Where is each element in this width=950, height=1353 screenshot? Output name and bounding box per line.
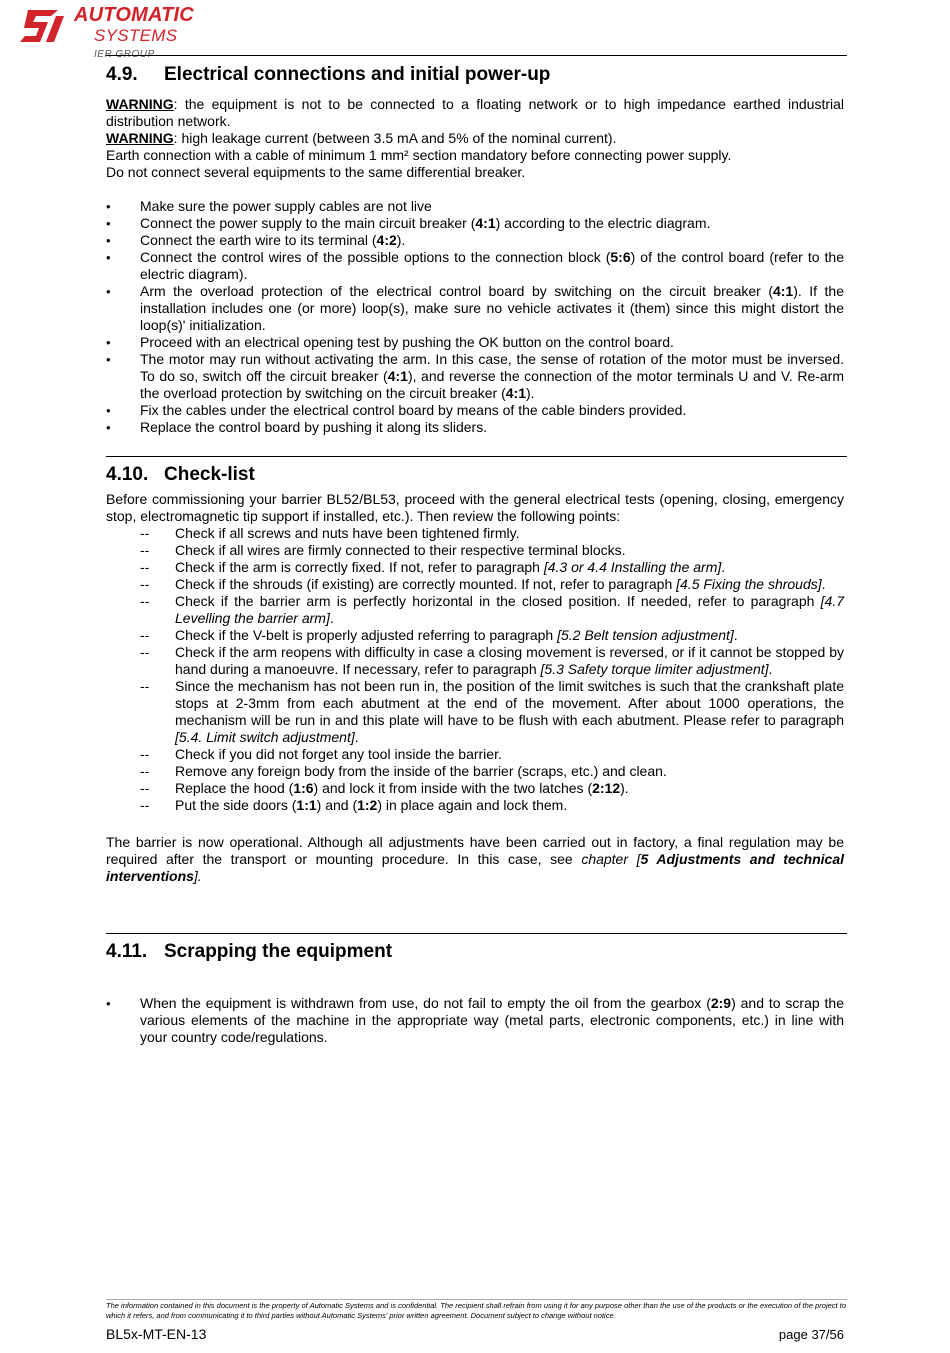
list-item: -- Check if you did not forget any tool inside the barrier. (106, 746, 844, 763)
power-up-steps (106, 198, 844, 436)
section-title: Check-list (164, 464, 255, 485)
list-item: • Replace the control board by pushing it along its sliders. (106, 419, 844, 436)
list-item: -- Replace the hood (1:6) and lock it from inside with the two latches (2:12). (106, 780, 844, 797)
list-item: -- Check if the barrier arm is perfectly horizontal in the closed position. If needed, refer to paragraph [4.7 Levelling the barrier arm]. (106, 593, 844, 627)
list-item: -- Check if the arm is correctly fixed. If not, refer to paragraph [4.3 or 4.4 Installing the arm]. (106, 559, 844, 576)
list-item: • Connect the earth wire to its terminal (4:2). (106, 232, 844, 249)
section-4-9-heading (106, 63, 844, 87)
list-item: • The motor may run without activating the arm. In this case, the sense of rotation of the motor must be inversed. To do so, switch off the circuit breaker (4:1), and reverse the connection of the motor terminals U and V. Re-arm the overload protection by switching on the circuit breaker (4:1). (106, 351, 844, 402)
list-item: -- Check if the shrouds (if existing) are correctly mounted. If not, refer to paragraph [4.5 Fixing the shrouds]. (106, 576, 844, 593)
section-title: Scrapping the equipment (164, 941, 393, 962)
list-item: • Connect the power supply to the main circuit breaker (4:1) according to the electric diagram. (106, 215, 844, 232)
list-item: • Proceed with an electrical opening test by pushing the OK button on the control board. (106, 334, 844, 351)
section-number: 4.10. (106, 464, 149, 485)
section-number: 4.9. (106, 64, 138, 85)
list-item: • Fix the cables under the electrical control board by means of the cable binders provided. (106, 402, 844, 419)
breaker-note: Do not connect several equipments to the same differential breaker. (106, 164, 526, 180)
list-item: • Arm the overload protection of the electrical control board by switching on the circuit breaker (4:1). If the installation includes one (or more) loop(s), make sure no vehicle activates it (them) since this might distort the loop(s)' initialization. (106, 283, 844, 334)
list-item: -- Put the side doors (1:1) and (1:2) in place again and lock them. (106, 797, 844, 814)
section-number: 4.11. (106, 941, 148, 962)
footer-rule (106, 1299, 847, 1300)
list-item: -- Check if all screws and nuts have been tightened firmly. (106, 525, 844, 542)
warning-label: WARNING (106, 96, 174, 112)
list-item: • When the equipment is withdrawn from use, do not fail to empty the oil from the gearbox (2:9) and to scrap the various elements of the machine in the appropriate way (metal parts, electronic components, etc.) in line with your country code/regulations. (106, 995, 844, 1046)
confidentiality-note: The information contained in this document is the property of Automatic Systems and is confidential. The recipient shall refrain from using it for any purpose other than the use of the products or the execution of the project to which it refers, and from communicating it to third parties without Automatic Systems' prior written agreement. Document subject to change without notice. (106, 1301, 846, 1320)
warning-paragraph-1: WARNING: the equipment is not to be connected to a floating network or to high impedance earthed industrial distribution network. (106, 96, 844, 129)
logo-text-automatic: AUTOMATIC (74, 4, 194, 26)
list-item: -- Check if all wires are firmly connected to their respective terminal blocks. (106, 542, 844, 559)
header-rule (106, 55, 847, 56)
checklist (106, 525, 844, 814)
section-4-10-heading (106, 463, 844, 487)
company-logo-mark (18, 6, 76, 48)
list-item: -- Check if the arm reopens with difficulty in case a closing movement is reversed, or if it cannot be stopped by hand during a manoeuvre. If necessary, refer to paragraph [5.3 Safety torque limiter adjustment]. (106, 644, 844, 678)
page-number: page 37/56 (778, 1327, 844, 1342)
logo-text-group: IER GROUP (94, 49, 155, 60)
checklist-outro: The barrier is now operational. Although all adjustments have been carried out in factory, a final regulation may be required after the transport or mounting procedure. In this case, see chapter [5 Adjustments and technical interventions]. (106, 834, 844, 884)
earth-connection-note: Earth connection with a cable of minimum 1 mm² section mandatory before connecting power supply. (106, 147, 732, 163)
list-item: -- Check if the V-belt is properly adjusted referring to paragraph [5.2 Belt tension adjustment]. (106, 627, 844, 644)
list-item: • Make sure the power supply cables are not live (106, 198, 844, 215)
checklist-intro: Before commissioning your barrier BL52/BL53, proceed with the general electrical tests (opening, closing, emergency stop, electromagnetic tip support if installed, etc.). Then review the following points: (106, 491, 844, 524)
warning-paragraph-2: WARNING: high leakage current (between 3.5 mA and 5% of the nominal current). (106, 130, 617, 146)
section-4-11-heading (106, 940, 844, 964)
list-item: -- Since the mechanism has not been run in, the position of the limit switches is such that the crankshaft plate stops at 2-3mm from each abutment at the end of the movement. After about 1000 operations, the mechanism will be run in and this plate will have to be flush with each abutment. Please refer to paragraph [5.4. Limit switch adjustment]. (106, 678, 844, 746)
page-content (106, 63, 844, 1046)
list-item: • Connect the control wires of the possible options to the connection block (5:6) of the control board (refer to the electric diagram). (106, 249, 844, 283)
list-item: -- Remove any foreign body from the inside of the barrier (scraps, etc.) and clean. (106, 763, 844, 780)
logo-text-systems: SYSTEMS (94, 26, 178, 45)
document-code: BL5x-MT-EN-13 (106, 1326, 207, 1342)
scrapping-steps (106, 995, 844, 1046)
section-title: Electrical connections and initial power-up (164, 64, 551, 85)
warning-label: WARNING (106, 130, 174, 146)
